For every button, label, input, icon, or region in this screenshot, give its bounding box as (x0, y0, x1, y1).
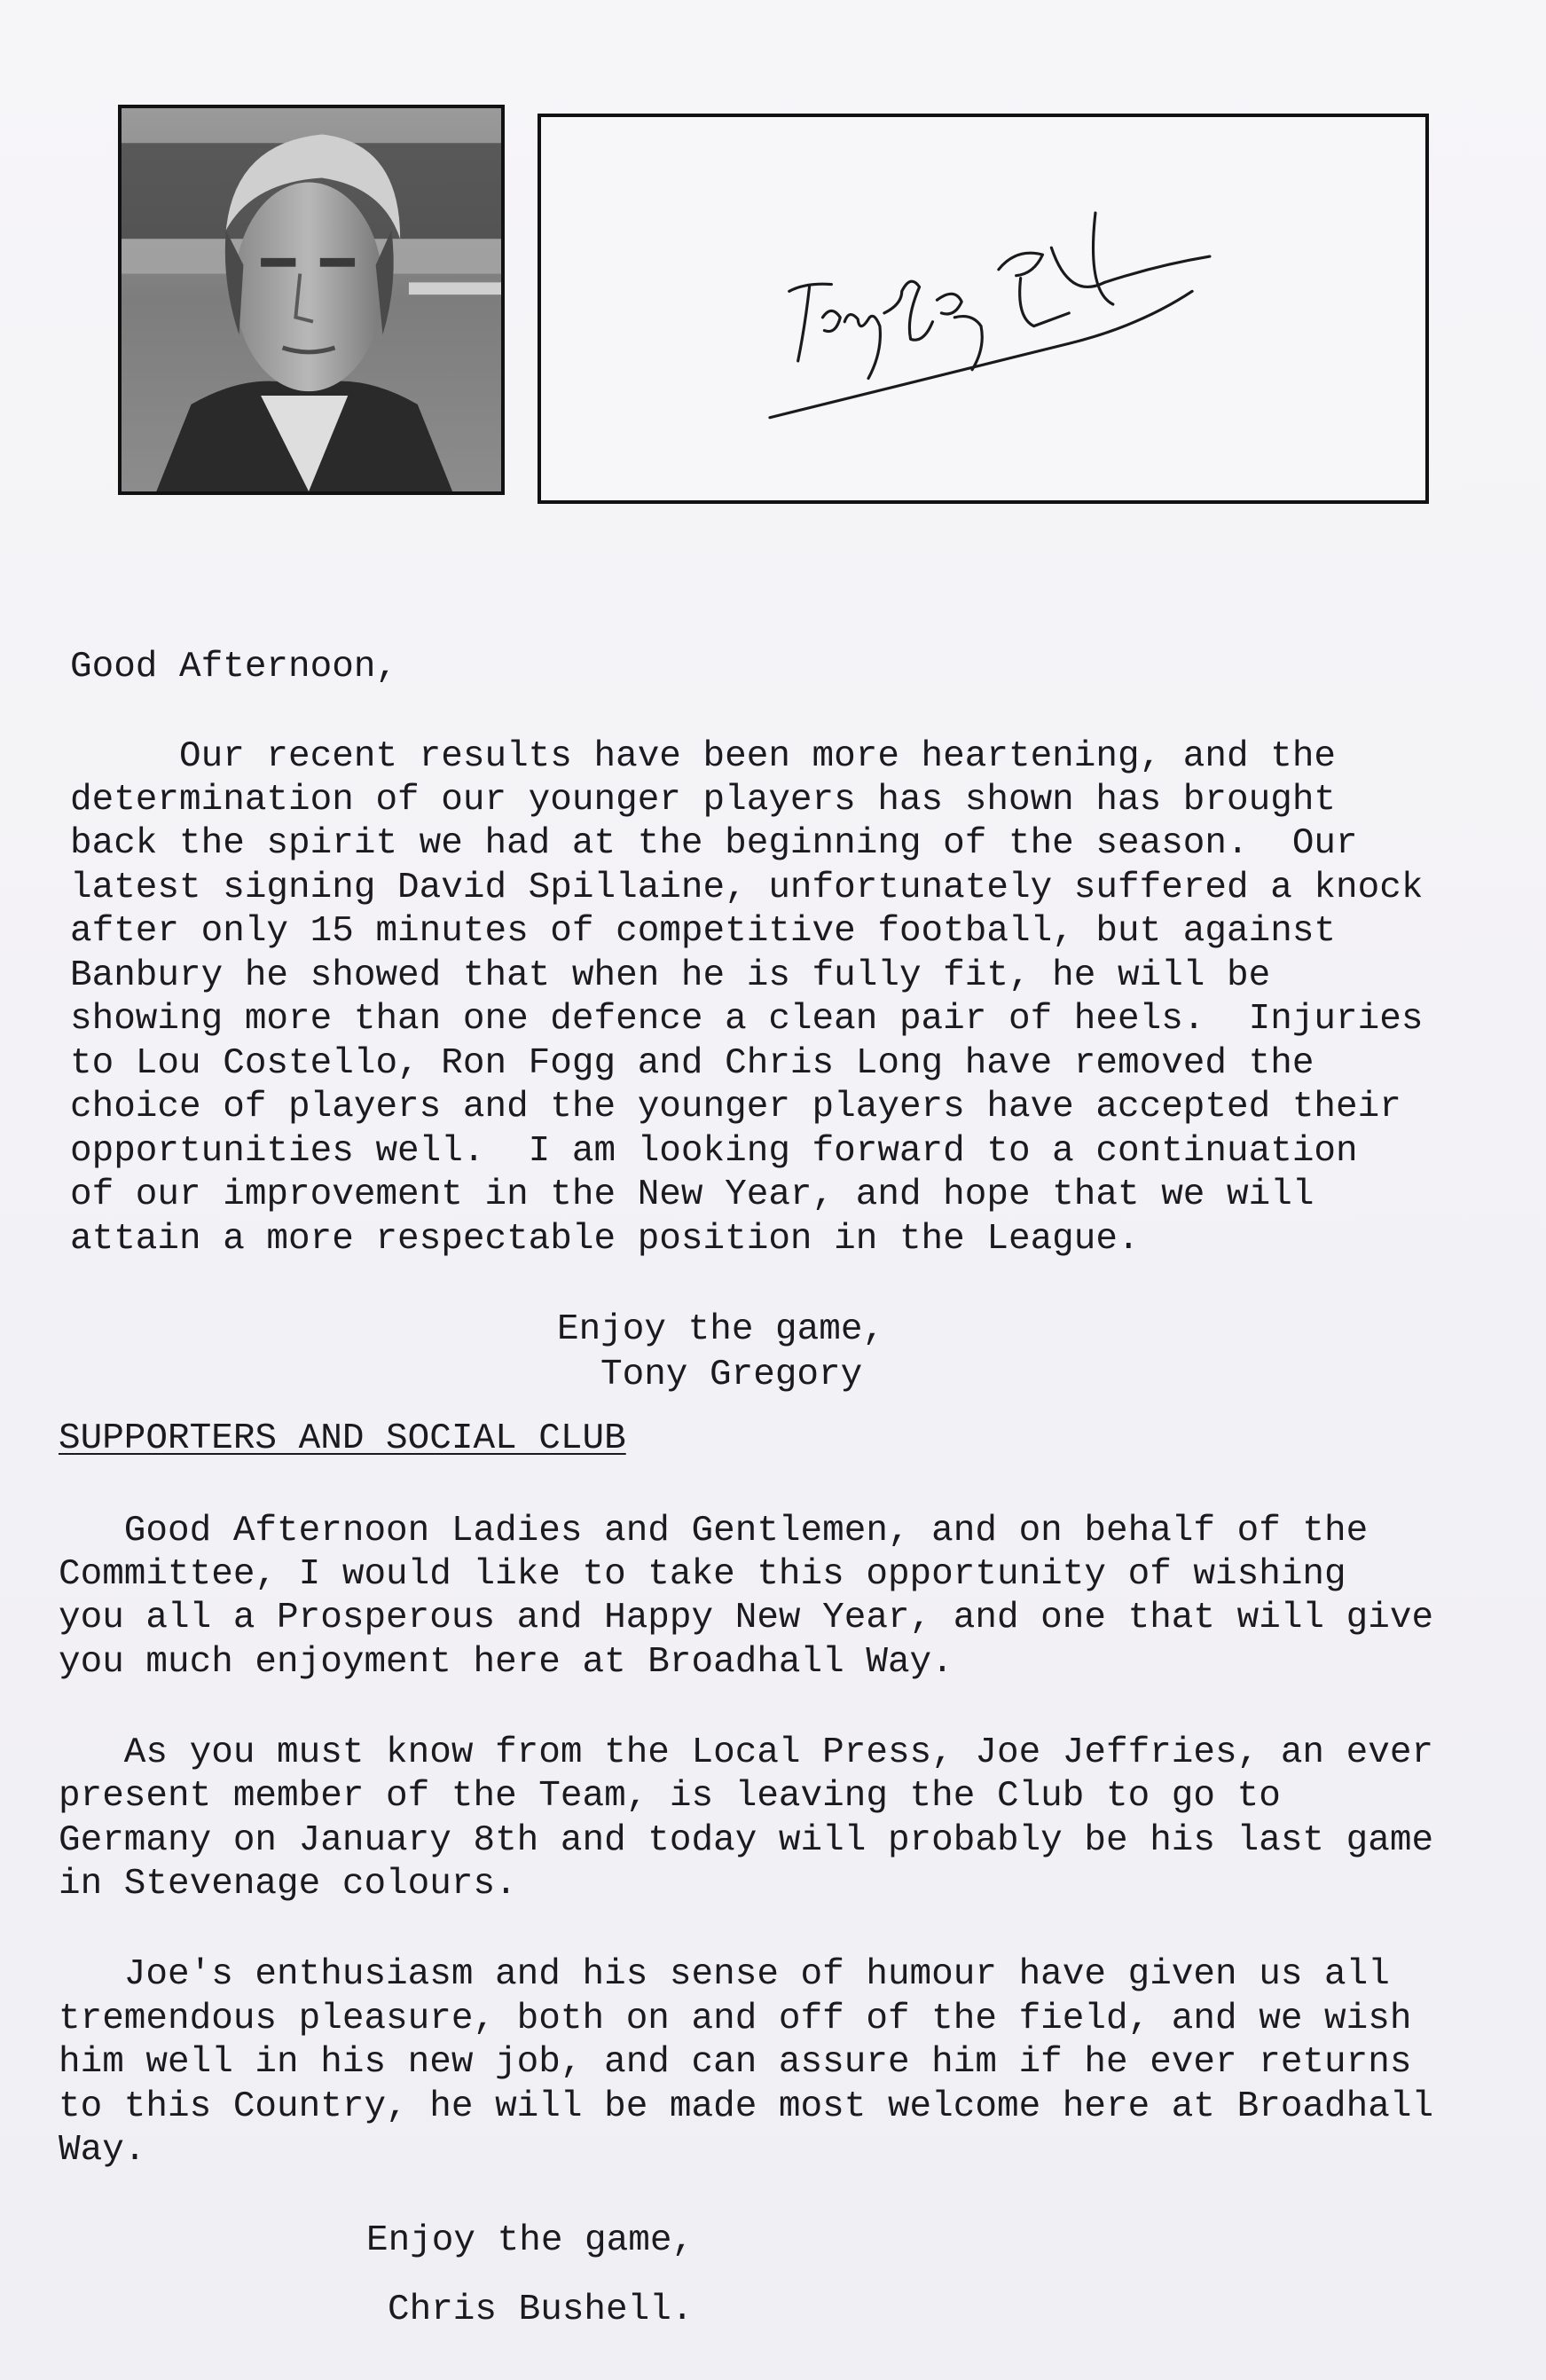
club-paragraph-line: As you must know from the Local Press, Joe Jeffries, an ever (59, 1732, 1434, 1773)
letter-line: back the spirit we had at the beginning of the season. Our (70, 823, 1358, 864)
manager-portrait-photo (118, 105, 505, 495)
club-paragraph-line: to this Country, he will be made most welcome here at Broadhall (59, 2086, 1434, 2127)
letter-signoff: Tony Gregory (600, 1355, 863, 1395)
club-signoff: Chris Bushell. (388, 2290, 694, 2330)
club-paragraph-line: tremendous pleasure, both on and off of the field, and we wish (59, 1999, 1412, 2039)
letter-line: determination of our younger players has shown has brought (70, 780, 1337, 821)
club-paragraph-line: you all a Prosperous and Happy New Year, and one that will give (59, 1598, 1434, 1638)
club-paragraph-line: in Stevenage colours. (59, 1864, 517, 1905)
letter-closing: Enjoy the game, (557, 1309, 885, 1350)
club-paragraph-line: Good Afternoon Ladies and Gentlemen, and on behalf of the (59, 1511, 1369, 1551)
club-paragraph-line: Committee, I would like to take this opportunity of wishing (59, 1554, 1346, 1595)
club-paragraph-line: him well in his new job, and can assure him if he ever returns (59, 2042, 1412, 2083)
signature-box (538, 114, 1429, 504)
club-paragraph-line: Way. (59, 2130, 146, 2171)
club-paragraph-line: Germany on January 8th and today will probably be his last game (59, 1820, 1434, 1861)
club-paragraph-line: you much enjoyment here at Broadhall Way. (59, 1642, 953, 1683)
handwritten-signature (541, 117, 1425, 500)
letter-line: to Lou Costello, Ron Fogg and Chris Long have removed the (70, 1043, 1314, 1084)
letter-line: after only 15 minutes of competitive football, but against (70, 911, 1337, 952)
letter-line: showing more than one defence a clean pair of heels. Injuries (70, 999, 1424, 1040)
letter-line: opportunities well. I am looking forward to a continuation (70, 1131, 1358, 1172)
club-paragraph-line: Joe's enthusiasm and his sense of humour have given us all (59, 1954, 1390, 1995)
letter-line: of our improvement in the New Year, and hope that we will (70, 1174, 1314, 1215)
portrait-image (122, 108, 501, 491)
club-closing: Enjoy the game, (366, 2220, 695, 2261)
letter-line: Our recent results have been more heartening, and the (70, 736, 1337, 777)
club-paragraph-line: present member of the Team, is leaving the Club to go to (59, 1776, 1281, 1817)
supporters-club-heading: SUPPORTERS AND SOCIAL CLUB (59, 1418, 626, 1459)
letter-line: Banbury he showed that when he is fully fit, he will be (70, 955, 1271, 996)
letter-line: choice of players and the younger players have accepted their (70, 1087, 1401, 1127)
letter-greeting: Good Afternoon, (70, 647, 398, 687)
letter-line: attain a more respectable position in the League. (70, 1219, 1140, 1260)
letter-line: latest signing David Spillaine, unfortunately suffered a knock (70, 868, 1424, 908)
